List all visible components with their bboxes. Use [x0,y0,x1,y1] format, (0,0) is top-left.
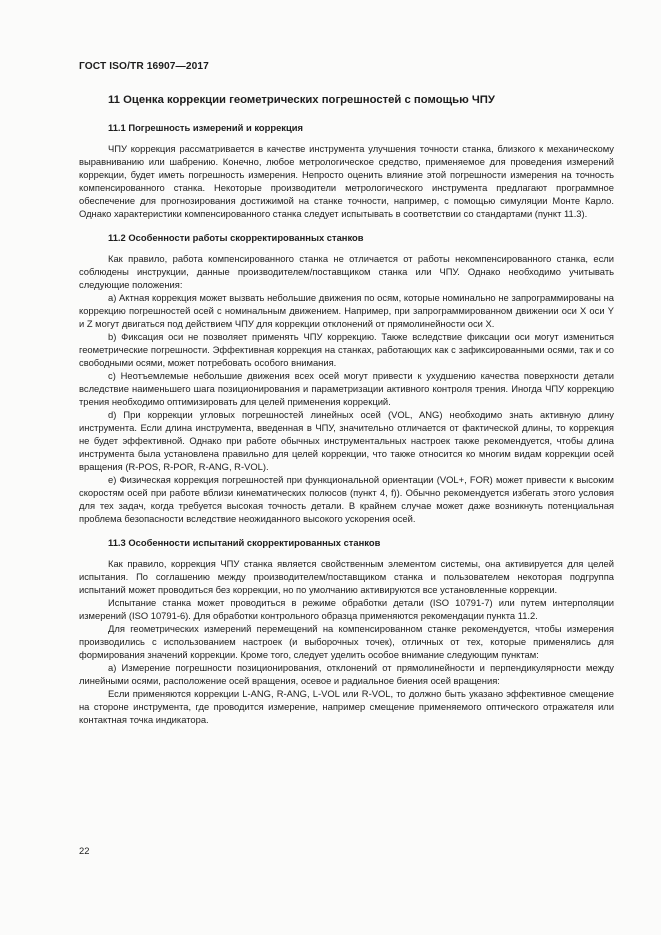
list-item: d) При коррекции угловых погрешностей линейных осей (VOL, ANG) необходимо знать активную длину инструмента. Если длина инструмента, введенная в ЧПУ, значительно отличается от фактической длины, то коррекция не будет эффективной. Однако при работе обычных инструментальных настроек также рекомендуется, чтобы длина инструмента была установлена правильно для целей коррекции, что также относится ко многим видам коррекции осей вращения (R-POS, R-POR, R-ANG, R-VOL). [79,409,614,472]
page-content [79,93,614,726]
paragraph: Если применяются коррекции L-ANG, R-ANG, L-VOL или R-VOL, то должно быть указано эффективное смещение на стороне инструмента, где проводится измерение, например смещение применяемого оптического отражателя или контактная точка индикатора. [79,688,614,725]
paragraph: Испытание станка может проводиться в режиме обработки детали (ISO 10791-7) или путем интерполяции измерений (ISO 10791-6). Для обработки контрольного образца применяются рекомендации пункта 11.2. [79,597,614,621]
paragraph: Как правило, коррекция ЧПУ станка является свойственным элементом системы, она активируется для целей испытания. По соглашению между производителем/поставщиком станка и пользователем некоторая подгруппа испытаний может проводиться без коррекции, но по умолчанию активируются все установленные коррекции. [79,558,614,595]
subsection-title: 11.1 Погрешность измерений и коррекция [108,122,303,133]
paragraph: ЧПУ коррекция рассматривается в качестве инструмента улучшения точности станка, близкого к механическому выравниванию или шабрению. Конечно, любое метрологическое средство, применяемое для проведения измерений коррекции, будет иметь погрешность измерения. Непросто оценить влияние этой погрешности измерения на точность компенсированного станка. Некоторые производители метрологического инструмента предлагают программное обеспечение для прогнозирования достижимой на станке точности, например, с помощью симуляции Монте Карло. Однако характеристики компенсированного станка следует испытывать в соответствии со стандартами (пункт 11.3). [79,143,614,219]
page-number: 22 [79,845,90,856]
document-code: ГОСТ ISO/TR 16907—2017 [79,61,209,72]
subsection-title: 11.3 Особенности испытаний скорректированных станков [108,537,381,548]
paragraph: Для геометрических измерений перемещений на компенсированном станке рекомендуется, чтобы измерения производились с использованием настроек (и выборочных точек), отличных от тех, которые применялись для формирования значений коррекции. Кроме того, следует уделить особое внимание следующим пунктам: [79,623,614,660]
list-item: c) Неотъемлемые небольшие движения всех осей могут привести к ухудшению качества поверхности детали вследствие наименьшего шага позиционирования и параметризации активного контроля трения. Иногда ЧПУ коррекцию трения необходимо оптимизировать для целей применения коррекций. [79,370,614,407]
section-title: 11 Оценка коррекции геометрических погрешностей с помощью ЧПУ [108,94,495,106]
list-item: а) Актная коррекция может вызвать небольшие движения по осям, которые номинально не запрограммированы на коррекцию погрешностей осей с номинальным движением. Например, при запрограммированном движении оси X оси Y и Z могут двигаться под действием ЧПУ для коррекции отклонений от прямолинейности оси X. [79,292,614,329]
list-item: а) Измерение погрешности позиционирования, отклонений от прямолинейности и перпендикулярности между линейными осями, расположение осей вращения, осевое и радиальное биения осей вращения: [79,662,614,686]
list-item: b) Фиксация оси не позволяет применять ЧПУ коррекцию. Также вследствие фиксации оси могут измениться геометрические погрешности. Эффективная коррекция на станках, работающих как с зафиксированными осями, так и со свободными осями, может потребовать особого внимания. [79,331,614,368]
paragraph: Как правило, работа компенсированного станка не отличается от работы некомпенсированного станка, если соблюдены инструкции, данные производителем/поставщиком станка или ЧПУ. Однако необходимо учитывать следующие положения: [79,253,614,290]
subsection-title: 11.2 Особенности работы скорректированных станков [108,232,364,243]
list-item: e) Физическая коррекция погрешностей при функциональной ориентации (VOL+, FOR) может привести к высоким скоростям осей при работе вблизи кинематических полюсов (пункт 4, f)). Обычно рекомендуется избегать этого условия для тех задач, когда требуется высокая точность детали. В крайнем случае может даже возникнуть потенциальная проблема безопасности вследствие неожиданного высокого ускорения осей. [79,474,614,524]
